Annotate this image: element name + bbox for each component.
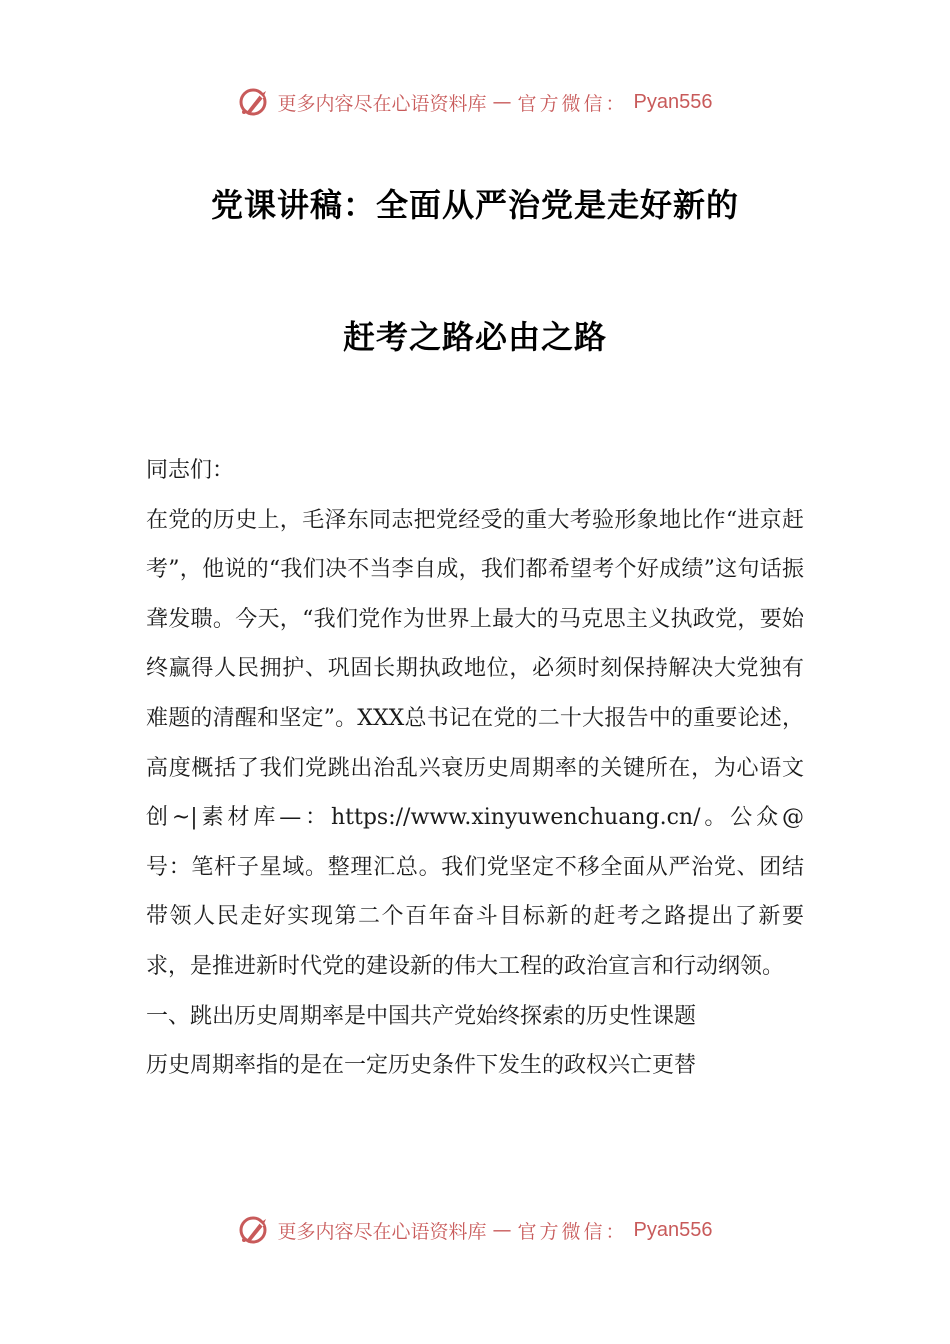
document-body	[146, 446, 804, 1091]
watermark-wechat-id: Pyan556	[633, 90, 713, 113]
pen-nib-logo-icon	[238, 85, 272, 119]
pen-nib-logo-icon	[238, 1213, 272, 1247]
body-paragraph-1: 在党的历史上，毛泽东同志把党经受的重大考验形象地比作“进京赶考”，他说的“我们决不当李自成，我们都希望考个好成绩”这句话振聋发聩。今天，“我们党作为世界上最大的马克思主义执政党，要始终赢得人民拥护、巩固长期执政地位，必须时刻保持解决大党独有难题的清醒和坚定”。XXX总书记在党的二十大报告中的重要论述，高度概括了我们党跳出治乱兴衰历史周期率的关键所在，为心语文创~|素材库—：https://www.xinyuwenchuang.cn/。公众@号：笔杆子星域。整理汇总。我们党坚定不移全面从严治党、团结带领人民走好实现第二个百年奋斗目标新的赶考之路提出了新要求，是推进新时代党的建设新的伟大工程的政治宣言和行动纲领。	[146, 507, 804, 979]
watermark-wechat-id: Pyan556	[633, 1218, 713, 1241]
watermark-wechat-label: 官方微信：	[517, 92, 628, 115]
watermark-banner-top	[0, 80, 950, 124]
document-title-line-1: 党课讲稿：全面从严治党是走好新的	[210, 186, 739, 224]
body-paragraph-2: 历史周期率指的是在一定历史条件下发生的政权兴亡更替	[146, 1053, 697, 1079]
watermark-banner-bottom	[0, 1208, 950, 1252]
watermark-text: 更多内容尽在心语资料库	[277, 1220, 487, 1243]
greeting: 同志们：	[146, 458, 235, 483]
section-heading-1: 一、跳出历史周期率是中国共产党始终探索的历史性课题	[146, 1003, 697, 1029]
document-title-line-2: 赶考之路必由之路	[342, 318, 607, 356]
watermark-wechat-label: 官方微信：	[517, 1220, 628, 1243]
watermark-text: 更多内容尽在心语资料库	[277, 92, 487, 115]
watermark-separator: —	[492, 91, 512, 113]
watermark-separator: —	[492, 1219, 512, 1241]
